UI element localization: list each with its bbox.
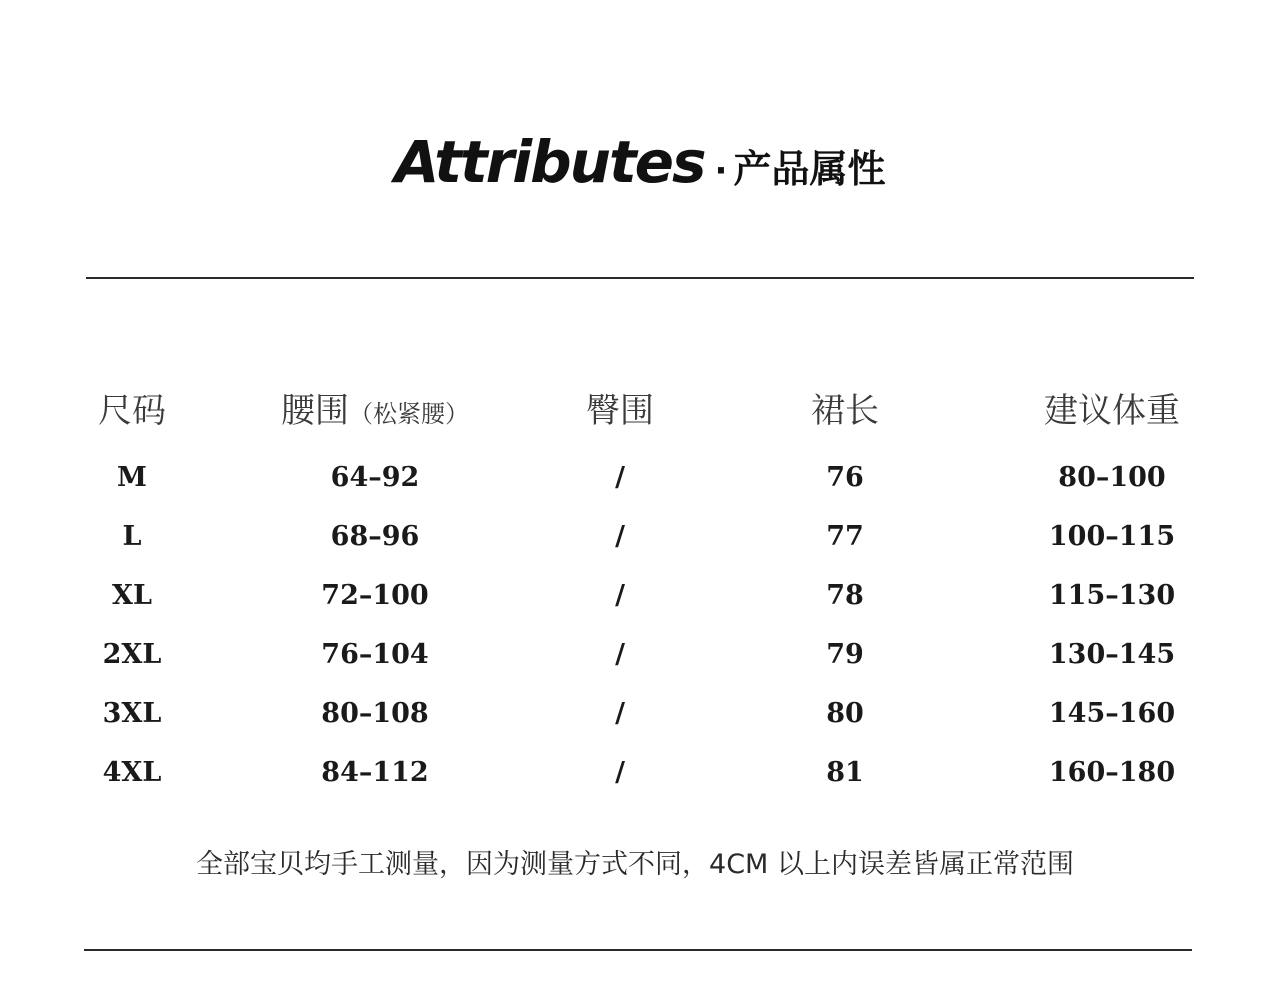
cell-size: 3XL [102,698,162,729]
cell-weight: 115–130 [1048,580,1176,611]
title-chinese: 产品属性 [733,147,886,191]
cell-hip: / [615,580,625,611]
cell-size: 2XL [102,639,162,670]
table-row [70,684,1210,743]
cell-weight: 145–160 [1048,698,1176,729]
table-row [70,507,1210,566]
cell-size: 4XL [102,757,162,788]
header-hip: 臀围 [586,391,654,431]
header-weight: 建议体重 [1044,391,1180,431]
header-length: 裙长 [811,391,879,431]
cell-waist: 76–104 [321,639,429,670]
cell-length: 81 [826,757,864,788]
cell-size: L [122,521,142,552]
header-waist [281,378,469,447]
cell-weight: 80–100 [1058,462,1166,493]
cell-size: XL [112,580,152,611]
header-waist-note: （松紧腰） [349,400,469,428]
header-size: 尺码 [98,391,166,431]
cell-length: 77 [826,521,864,552]
cell-length: 76 [826,462,864,493]
cell-waist: 68–96 [330,521,420,552]
table-header-row [70,378,1210,448]
cell-hip: / [615,698,625,729]
title-separator-dot: · [714,151,728,191]
cell-length: 78 [826,580,864,611]
cell-waist: 84–112 [321,757,429,788]
table-row [70,743,1210,802]
cell-hip: / [615,757,625,788]
cell-length: 79 [826,639,864,670]
cell-hip: / [615,521,625,552]
cell-weight: 100–115 [1048,521,1176,552]
title-english: Attributes [394,128,705,196]
table-row [70,448,1210,507]
header-waist-label: 腰围 [281,391,349,431]
top-divider [86,277,1194,279]
table-row [70,625,1210,684]
cell-waist: 72–100 [321,580,429,611]
cell-hip: / [615,639,625,670]
measurement-note: 全部宝贝均手工测量，因为测量方式不同，4CM 以上内误差皆属正常范围 [196,849,1074,880]
cell-size: M [117,462,147,493]
cell-waist: 64–92 [330,462,420,493]
table-row [70,566,1210,625]
cell-hip: / [615,462,625,493]
cell-length: 80 [826,698,864,729]
size-table [70,378,1210,802]
cell-weight: 160–180 [1048,757,1176,788]
bottom-divider [84,949,1192,951]
cell-weight: 130–145 [1048,639,1176,670]
page-title [0,128,1280,196]
cell-waist: 80–108 [321,698,429,729]
